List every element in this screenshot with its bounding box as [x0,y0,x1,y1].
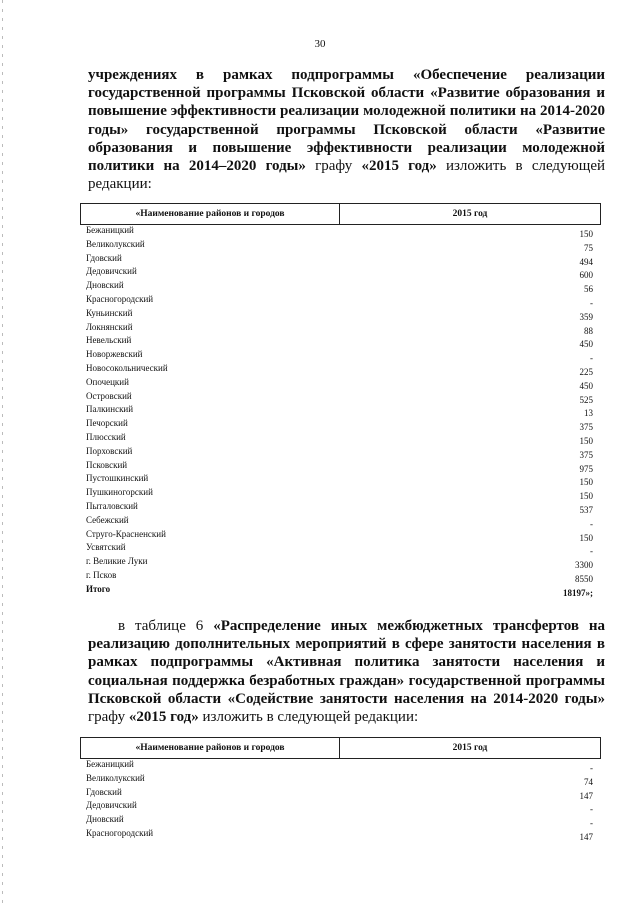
bold-fragment: политики на 2014–2020 годы» [88,158,306,175]
district-name: Пушкиногорский [86,487,153,498]
amount-2015: 225 [579,366,593,377]
table-row [80,800,601,814]
amount-2015: 375 [579,422,593,433]
district-name: Плюсский [86,431,126,442]
table-row [80,446,601,460]
amount-2015: 150 [579,532,593,543]
district-name: Красногородский [86,293,154,304]
amount-2015: - [590,763,593,773]
table-total-row [80,584,601,598]
table-1 [80,203,601,598]
amount-2015: 450 [579,380,593,391]
paragraph-1-line: государственной программы Псковской области «Развитие образования и [88,85,605,102]
table-row [80,515,601,529]
amount-2015: 375 [579,449,593,460]
table-row [80,460,601,474]
table-row [80,529,601,543]
amount-2015: 450 [579,339,593,350]
district-name: Невельский [86,335,132,346]
paragraph-2-line: Псковской области «Содействие занятости населения на 2014-2020 годы» [88,690,605,707]
amount-2015: 18197»; [563,587,593,598]
district-name: Дновский [86,280,124,291]
paragraph-1-line [88,157,605,175]
plain-fragment: в таблице 6 [118,618,214,634]
paragraph-2-line: социальная поддержка безработных граждан» государственной программы [88,672,605,689]
amount-2015: 975 [579,463,593,474]
page-number: 30 [314,38,326,50]
district-name: Новосокольнический [86,362,168,373]
district-name: Островский [86,390,132,401]
district-name: Итого [86,583,111,594]
table-row [80,308,601,322]
amount-2015: - [590,518,593,529]
table-row [80,335,601,349]
paragraph-2 [88,617,605,726]
district-name: Себежский [86,514,129,525]
district-name: Красногородский [86,827,154,838]
amount-2015: 150 [579,229,593,239]
amount-2015: 359 [579,311,593,322]
amount-2015: 8550 [575,573,593,584]
table-2 [80,737,601,842]
amount-2015: 75 [584,242,593,253]
table-row [80,501,601,515]
plain-fragment: изложить в следующей [436,158,606,175]
amount-2015: 56 [584,284,593,295]
column-header-district: «Наименование районов и городов [81,738,340,758]
amount-2015: 150 [579,491,593,502]
table-row [80,473,601,487]
amount-2015: 13 [584,408,593,419]
amount-2015: - [590,546,593,557]
amount-2015: 150 [579,477,593,488]
paragraph-1-line: учреждениях в рамках подпрограммы «Обеспечение реализации [88,67,605,83]
paragraph-2-line: реализацию дополнительных мероприятий в сфере занятости населения в [88,636,605,653]
district-name: Локнянский [86,321,133,332]
district-name: г. Великие Луки [86,556,148,567]
table-row [80,418,601,432]
district-name: г. Псков [86,569,117,580]
table-row [80,363,601,377]
table-row [80,542,601,556]
district-name: Псковский [86,459,128,470]
district-name: Опочецкий [86,376,129,387]
district-name: Усвятский [86,542,126,553]
paragraph-1-final-line: редакции: [88,176,152,193]
district-name: Дедовичский [86,266,137,277]
district-name: Бежаницкий [86,759,134,769]
amount-2015: 74 [584,776,593,787]
plain-fragment: графу [88,709,129,726]
district-name: Гдовский [86,252,122,263]
district-name: Порховский [86,445,133,456]
district-name: Бежаницкий [86,225,134,235]
district-name: Пустошкинский [86,473,149,484]
district-name: Пыталовский [86,500,138,511]
district-name: Дедовичский [86,800,137,811]
amount-2015: - [590,353,593,364]
table-row [80,828,601,842]
table-row [80,266,601,280]
table-row [80,432,601,446]
table-row [80,377,601,391]
amount-2015: 537 [579,504,593,515]
district-name: Струго-Красненский [86,528,166,539]
district-name: Куньинский [86,307,133,318]
table-row [80,253,601,267]
district-name: Гдовский [86,786,122,797]
amount-2015: 3300 [575,560,593,571]
table-row [80,349,601,363]
table-row [80,556,601,570]
paragraph-2-line: рамках подпрограммы «Активная политика занятости населения и [88,654,605,671]
table-row [80,759,601,773]
amount-2015: 525 [579,394,593,405]
table-row [80,391,601,405]
amount-2015: 494 [579,256,593,267]
table-row [80,294,601,308]
paragraph-1 [88,66,605,193]
column-header-2015: 2015 год [452,209,488,219]
table-row [80,280,601,294]
table-row [80,773,601,787]
district-name: Печорский [86,418,128,429]
amount-2015: 88 [584,325,593,336]
amount-2015: - [590,818,593,829]
amount-2015: 147 [579,790,593,801]
amount-2015: 600 [579,270,593,281]
district-name: Великолукский [86,772,145,783]
district-name: Дновский [86,814,124,825]
bold-fragment: «2015 год» [361,158,437,175]
bold-fragment: «Распределение иных межбюджетных трансфертов на [213,618,606,634]
district-name: Палкинский [86,404,134,415]
column-header-district: «Наименование районов и городов [81,204,340,224]
table-row [80,404,601,418]
paragraph-2-final-line [88,708,605,726]
table-2-header [80,737,601,759]
column-header-2015: 2015 год [452,743,488,753]
paragraph-1-line: годы» государственной программы Псковской области «Развитие [88,121,605,138]
amount-2015: 147 [579,831,593,842]
paragraph-1-line: образования и повышение эффективности реализации молодежной [88,139,605,156]
table-row [80,570,601,584]
amount-2015: - [590,804,593,815]
table-2-body [80,759,601,842]
plain-fragment: изложить в следующей редакции: [198,709,419,726]
table-1-body [80,225,601,598]
paragraph-1-line: повышение эффективности реализации молодежной политики на 2014-2020 [88,103,605,120]
table-row [80,322,601,336]
table-row [80,239,601,253]
paragraph-2-line [88,617,605,635]
bold-fragment: «2015 год» [128,709,199,726]
table-row [80,787,601,801]
table-row [80,225,601,239]
amount-2015: - [590,297,593,308]
table-row [80,814,601,828]
district-name: Новоржевский [86,349,143,360]
table-1-header [80,203,601,225]
table-row [80,487,601,501]
plain-fragment: графу [305,158,362,175]
amount-2015: 150 [579,435,593,446]
scan-edge [2,0,3,905]
district-name: Великолукский [86,238,145,249]
